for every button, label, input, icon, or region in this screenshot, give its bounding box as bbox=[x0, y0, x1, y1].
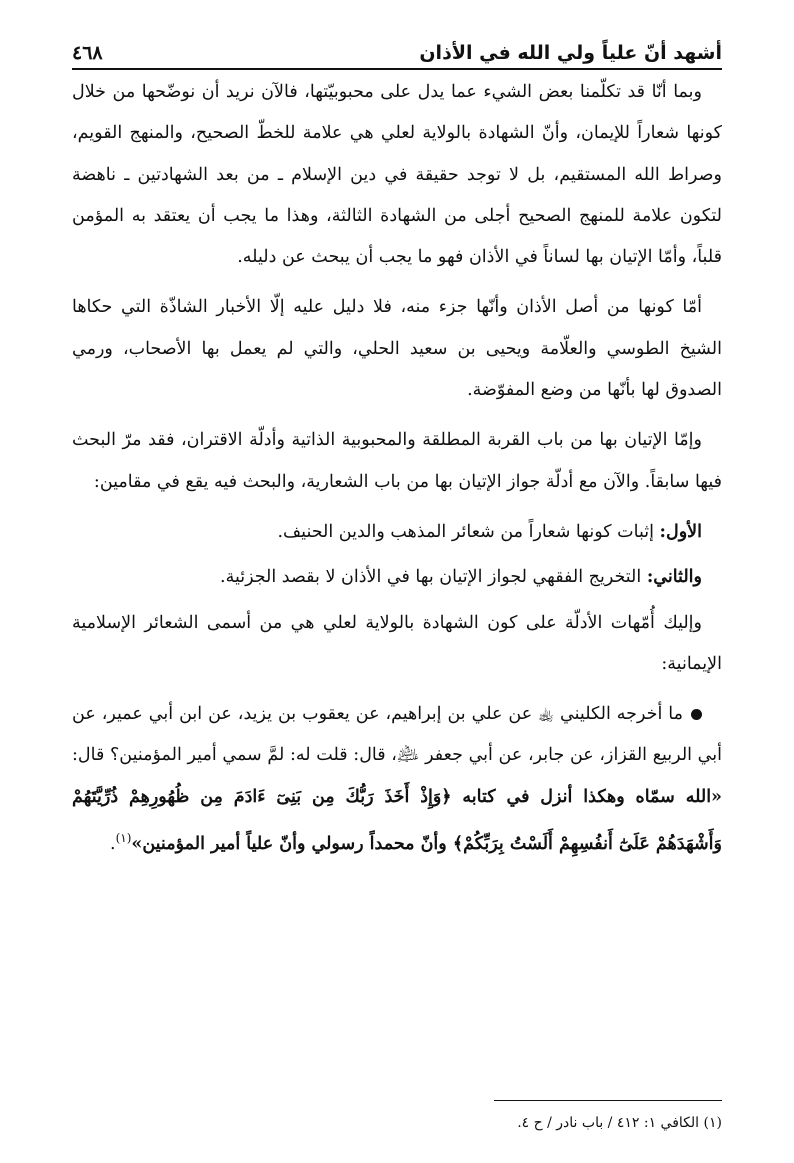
hadith-quote: «الله سمّاه وهكذا أنزل في كتابه ﴿وَإِذْ أَخَذَ رَبُّكَ مِن بَنِىٓ ءَادَمَ مِن ظُهُورِهِمْ ذُرِّيَّتَهُمْ وَأَشْهَدَهُمْ عَلَىٰٓ أَنفُسِهِمْ أَلَسْتُ بِرَبِّكُمْ﴾ وأنّ محمداً رسولي وأنّ علياً أمير المؤمنين» bbox=[72, 786, 722, 854]
bullet-icon bbox=[691, 709, 702, 720]
list-item-first bbox=[72, 512, 722, 553]
footnote: (١) الكافي ١: ٤١٢ / باب نادر / ح ٤. bbox=[517, 1115, 722, 1131]
list-item-second bbox=[72, 557, 722, 598]
header-title: أشهد أنّ علياً ولي الله في الأذان bbox=[419, 42, 722, 64]
main-text bbox=[72, 72, 722, 874]
hadith-end: . bbox=[109, 833, 116, 854]
paragraph-two-positions: وإمّا الإتيان بها من باب القربة المطلقة والمحبوبية الذاتية وأدلّة الاقتران، فقد مرّ البحث فيها سابقاً. والآن مع أدلّة جواز الإتيان بها من باب الشعارية، والبحث فيه يقع في مقامين: bbox=[72, 430, 722, 492]
footnote-reference[interactable]: (١) bbox=[115, 831, 132, 846]
list-item-label: الأول: bbox=[659, 521, 702, 542]
paragraph-intro: وبما أنّا قد تكلّمنا بعض الشيء عما يدل على محبوبيّتها، فالآن نريد أن نوضّحها من خلال كونها شعاراً للإيمان، وأنّ الشهادة بالولاية لعلي هي علامة للخطّ الصحيح، والمنهج القويم، وصراط الله المستقيم، بل لا توجد حقيقة في دين الإسلام ـ من بعد الشهادتين ـ ناهضة لتكون علامة للمنهج الصحيح أجلى من الشهادة الثالثة، وهذا ما يجب أن يعتقد به المؤمن قلباً، وأمّا الإتيان بها لساناً في الأذان فهو ما يجب أن يبحث عن دليله. bbox=[72, 82, 722, 268]
hadith-chain: ما أخرجه الكليني ﵀ عن علي بن إبراهيم، عن يعقوب بن يزيد، عن ابن أبي عمير، عن أبي الربيع القزاز، عن جابر، عن أبي جعفر ﵇، قال: قلت له: لمَّ سمي أمير المؤمنين؟ قال: bbox=[72, 704, 722, 766]
list-item-label: والثاني: bbox=[646, 567, 702, 588]
paragraph-evidence-intro: وإليك أُمّهات الأدلّة على كون الشهادة بالولاية لعلي هي من أسمى الشعائر الإسلامية الإيمانية: bbox=[72, 612, 722, 674]
page-number: ٤٦٨ bbox=[72, 42, 103, 64]
footnote-divider bbox=[494, 1100, 722, 1101]
list-item-text: إثبات كونها شعاراً من شعائر المذهب والدين الحنيف. bbox=[277, 521, 660, 542]
paragraph-hadith bbox=[72, 694, 722, 865]
running-header bbox=[72, 30, 722, 70]
list-item-text: التخريج الفقهي لجواز الإتيان بها في الأذان لا بقصد الجزئية. bbox=[220, 567, 647, 588]
paragraph-azan-part: أمّا كونها من أصل الأذان وأنّها جزء منه، فلا دليل عليه إلّا الأخبار الشاذّة التي حكاها الشيخ الطوسي والعلّامة ويحيى بن سعيد الحلي، والتي لم يعمل بها الأصحاب، ورمي الصدوق لها بأنّها من وضع المفوّضة. bbox=[72, 297, 722, 401]
